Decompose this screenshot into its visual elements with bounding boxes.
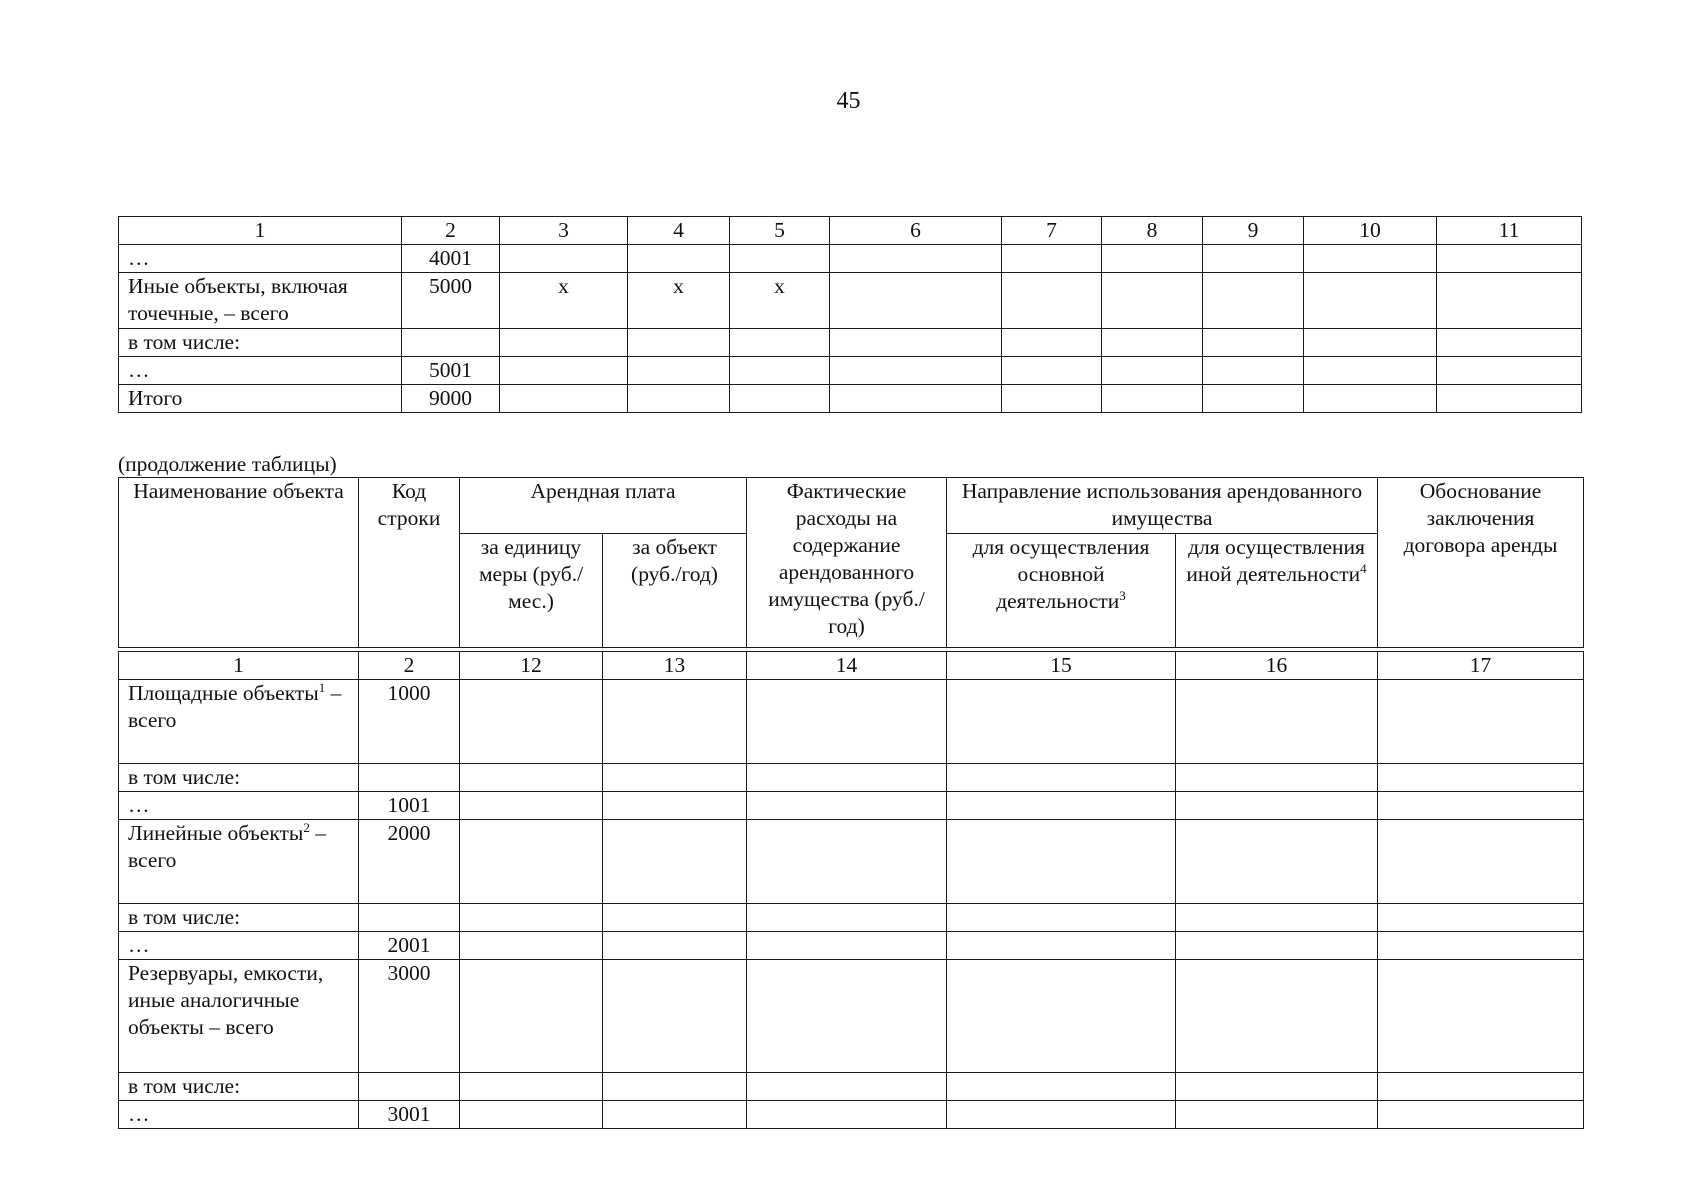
empty-cell	[747, 680, 947, 764]
empty-cell	[603, 1101, 747, 1129]
row-name: Итого	[119, 385, 402, 413]
column-number: 11	[1437, 217, 1582, 245]
row-name: в том числе:	[119, 904, 359, 932]
empty-cell	[1378, 1101, 1584, 1129]
column-number: 2	[359, 652, 460, 680]
cell-col3	[500, 329, 628, 357]
empty-cell	[460, 932, 603, 960]
footnote-ref: 3	[1119, 587, 1126, 603]
empty-cell	[460, 820, 603, 904]
column-number: 7	[1002, 217, 1102, 245]
empty-cell	[1102, 245, 1203, 273]
cell-col4	[628, 329, 730, 357]
empty-cell	[1176, 792, 1378, 820]
row-name-suffix: – всего	[128, 681, 342, 732]
empty-cell	[1378, 820, 1584, 904]
row-code: 5000	[402, 273, 500, 329]
row-name: в том числе:	[119, 329, 402, 357]
row-name: …	[119, 357, 402, 385]
column-number: 15	[947, 652, 1176, 680]
empty-cell	[747, 820, 947, 904]
empty-cell	[460, 904, 603, 932]
row-code	[402, 329, 500, 357]
table-row	[119, 960, 1584, 1073]
empty-cell	[947, 932, 1176, 960]
empty-cell	[603, 820, 747, 904]
empty-cell	[1304, 357, 1437, 385]
empty-cell	[1378, 1073, 1584, 1101]
empty-cell	[947, 1073, 1176, 1101]
empty-cell	[947, 1101, 1176, 1129]
empty-cell	[830, 273, 1002, 329]
empty-cell	[947, 680, 1176, 764]
cell-col5	[730, 245, 830, 273]
column-number: 17	[1378, 652, 1584, 680]
table-row	[119, 932, 1584, 960]
empty-cell	[460, 960, 603, 1073]
table-row	[119, 904, 1584, 932]
row-name	[119, 680, 359, 764]
column-number: 10	[1304, 217, 1437, 245]
footnote-ref: 1	[318, 679, 326, 695]
empty-cell	[460, 1101, 603, 1129]
empty-cell	[830, 329, 1002, 357]
empty-cell	[1437, 357, 1582, 385]
empty-cell	[603, 680, 747, 764]
empty-cell	[747, 764, 947, 792]
table-row-total	[119, 385, 1582, 413]
empty-cell	[603, 960, 747, 1073]
empty-cell	[1437, 273, 1582, 329]
empty-cell	[1378, 680, 1584, 764]
empty-cell	[947, 820, 1176, 904]
table-bottom	[118, 651, 1584, 1129]
empty-cell	[1176, 680, 1378, 764]
empty-cell	[1437, 245, 1582, 273]
cell-col4	[628, 385, 730, 413]
cell-col3: х	[500, 273, 628, 329]
empty-cell	[947, 792, 1176, 820]
empty-cell	[1102, 329, 1203, 357]
column-number: 13	[603, 652, 747, 680]
row-name-suffix: – всего	[128, 821, 326, 872]
empty-cell	[1203, 245, 1304, 273]
header-rent-per-unit: за единицу меры (руб./мес.)	[460, 534, 603, 648]
cell-col3	[500, 245, 628, 273]
table-continuation-label: (продолжение таблицы)	[118, 452, 337, 476]
column-number: 12	[460, 652, 603, 680]
empty-cell	[1176, 932, 1378, 960]
column-number: 6	[830, 217, 1002, 245]
header-usage-direction: Направление использования арендованного имущества	[947, 478, 1378, 534]
row-code: 3001	[359, 1101, 460, 1129]
page-number: 45	[836, 88, 861, 114]
empty-cell	[460, 1073, 603, 1101]
row-name	[119, 820, 359, 904]
empty-cell	[830, 245, 1002, 273]
table-row	[119, 1073, 1584, 1101]
cell-col5	[730, 329, 830, 357]
empty-cell	[1176, 820, 1378, 904]
cell-col4: х	[628, 273, 730, 329]
empty-cell	[747, 792, 947, 820]
header-actual-costs: Фактические расходы на содержание арендованного имущества (руб./год)	[747, 478, 947, 648]
empty-cell	[603, 764, 747, 792]
row-name: …	[119, 245, 402, 273]
table-row	[119, 245, 1582, 273]
row-name: в том числе:	[119, 1073, 359, 1101]
cell-col4	[628, 245, 730, 273]
empty-cell	[1203, 357, 1304, 385]
empty-cell	[1002, 329, 1102, 357]
column-number: 14	[747, 652, 947, 680]
table-bottom-header	[118, 477, 1584, 648]
table-row	[119, 792, 1584, 820]
empty-cell	[1176, 764, 1378, 792]
column-number: 3	[500, 217, 628, 245]
header-object-name: Наименование объекта	[119, 478, 359, 648]
empty-cell	[947, 904, 1176, 932]
cell-col4	[628, 357, 730, 385]
table-bottom-column-numbers	[119, 652, 1584, 680]
row-code	[359, 904, 460, 932]
row-code: 1001	[359, 792, 460, 820]
empty-cell	[1002, 357, 1102, 385]
empty-cell	[947, 764, 1176, 792]
empty-cell	[1176, 904, 1378, 932]
header-line-code: Код строки	[359, 478, 460, 648]
row-name-text: Площадные объекты	[128, 681, 319, 705]
table-row	[119, 820, 1584, 904]
column-number: 1	[119, 652, 359, 680]
column-number: 5	[730, 217, 830, 245]
empty-cell	[1378, 792, 1584, 820]
empty-cell	[1304, 385, 1437, 413]
row-code	[359, 1073, 460, 1101]
empty-cell	[1176, 960, 1378, 1073]
cell-col3	[500, 385, 628, 413]
column-number: 4	[628, 217, 730, 245]
empty-cell	[1002, 245, 1102, 273]
footnote-ref: 4	[1360, 560, 1367, 576]
table-top-column-numbers	[119, 217, 1582, 245]
header-row	[119, 478, 1584, 534]
empty-cell	[603, 792, 747, 820]
empty-cell	[1378, 932, 1584, 960]
empty-cell	[1203, 273, 1304, 329]
empty-cell	[747, 932, 947, 960]
empty-cell	[603, 932, 747, 960]
column-number: 16	[1176, 652, 1378, 680]
row-code	[359, 764, 460, 792]
empty-cell	[747, 904, 947, 932]
cell-col5: х	[730, 273, 830, 329]
empty-cell	[747, 960, 947, 1073]
header-usage-other-text: для осуществления иной деятельности	[1186, 535, 1365, 586]
table-row	[119, 273, 1582, 329]
empty-cell	[747, 1073, 947, 1101]
row-name: Иные объекты, включая точечные, – всего	[119, 273, 402, 329]
cell-col3	[500, 357, 628, 385]
row-code: 4001	[402, 245, 500, 273]
empty-cell	[1203, 385, 1304, 413]
row-name: …	[119, 792, 359, 820]
empty-cell	[1203, 329, 1304, 357]
header-rent-per-object: за объект (руб./год)	[603, 534, 747, 648]
header-usage-main-text: для осуществления основной деятельности	[972, 535, 1150, 613]
table-row	[119, 680, 1584, 764]
row-name: в том числе:	[119, 764, 359, 792]
empty-cell	[830, 357, 1002, 385]
empty-cell	[830, 385, 1002, 413]
footnote-ref: 2	[303, 819, 310, 835]
row-name-text: Линейные объекты	[128, 821, 304, 845]
row-code: 5001	[402, 357, 500, 385]
column-number: 2	[402, 217, 500, 245]
cell-col5	[730, 357, 830, 385]
cell-col5	[730, 385, 830, 413]
header-rent: Арендная плата	[460, 478, 747, 534]
empty-cell	[1304, 329, 1437, 357]
empty-cell	[1437, 385, 1582, 413]
empty-cell	[460, 792, 603, 820]
empty-cell	[1176, 1073, 1378, 1101]
row-code: 3000	[359, 960, 460, 1073]
empty-cell	[1176, 1101, 1378, 1129]
table-top	[118, 216, 1582, 413]
empty-cell	[460, 680, 603, 764]
table-row	[119, 329, 1582, 357]
table-row	[119, 1101, 1584, 1129]
empty-cell	[947, 960, 1176, 1073]
empty-cell	[1002, 273, 1102, 329]
column-number: 9	[1203, 217, 1304, 245]
row-code: 2001	[359, 932, 460, 960]
empty-cell	[1304, 273, 1437, 329]
empty-cell	[1437, 329, 1582, 357]
empty-cell	[603, 904, 747, 932]
row-name: …	[119, 1101, 359, 1129]
table-row	[119, 357, 1582, 385]
empty-cell	[460, 764, 603, 792]
header-justification: Обоснование заключения договора аренды	[1378, 478, 1584, 648]
row-code: 1000	[359, 680, 460, 764]
row-name: Резервуары, емкости, иные аналогичные объекты – всего	[119, 960, 359, 1073]
row-name: …	[119, 932, 359, 960]
row-code: 9000	[402, 385, 500, 413]
empty-cell	[1304, 245, 1437, 273]
header-usage-main	[947, 534, 1176, 648]
empty-cell	[1102, 385, 1203, 413]
empty-cell	[747, 1101, 947, 1129]
row-code: 2000	[359, 820, 460, 904]
header-usage-other	[1176, 534, 1378, 648]
column-number: 8	[1102, 217, 1203, 245]
empty-cell	[1002, 385, 1102, 413]
empty-cell	[1102, 357, 1203, 385]
empty-cell	[1102, 273, 1203, 329]
column-number: 1	[119, 217, 402, 245]
empty-cell	[1378, 960, 1584, 1073]
empty-cell	[1378, 904, 1584, 932]
empty-cell	[1378, 764, 1584, 792]
table-row	[119, 764, 1584, 792]
empty-cell	[603, 1073, 747, 1101]
